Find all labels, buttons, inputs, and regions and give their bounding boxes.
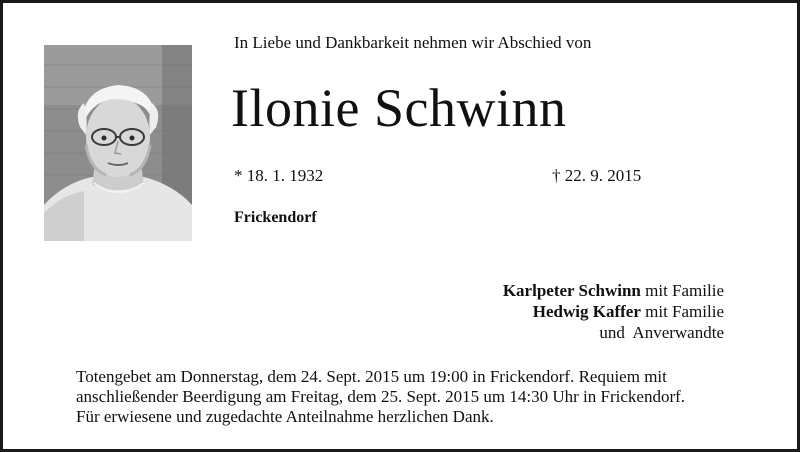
mourner-suffix: mit Familie: [640, 281, 724, 300]
death-date: † 22. 9. 2015: [552, 166, 642, 185]
hometown: Frickendorf: [234, 209, 317, 226]
portrait-photo: [44, 45, 192, 241]
mourner-line: [503, 322, 724, 343]
notice-line: Totengebet am Donnerstag, dem 24. Sept. 2015 um 19:00 in Frickendorf. Requiem mit: [76, 367, 667, 386]
mourners-list: [503, 280, 724, 343]
mourner-name: Hedwig Kaffer: [532, 302, 641, 321]
service-notice: [76, 367, 736, 427]
mourner-suffix: und Anverwandte: [599, 323, 724, 342]
mourner-name: Karlpeter Schwinn: [502, 281, 641, 300]
deceased-name: Ilonie Schwinn: [231, 78, 567, 138]
birth-date: * 18. 1. 1932: [234, 166, 324, 185]
mourner-line: [503, 280, 724, 301]
mourner-suffix: mit Familie: [640, 302, 724, 321]
notice-line: anschließender Beerdigung am Freitag, dem 25. Sept. 2015 um 14:30 Uhr in Frickendorf.: [76, 387, 686, 406]
notice-line: Für erwiesene und zugedachte Anteilnahme herzlichen Dank.: [76, 407, 494, 426]
intro-text: In Liebe und Dankbarkeit nehmen wir Abschied von: [234, 33, 592, 52]
mourner-line: [503, 301, 724, 322]
